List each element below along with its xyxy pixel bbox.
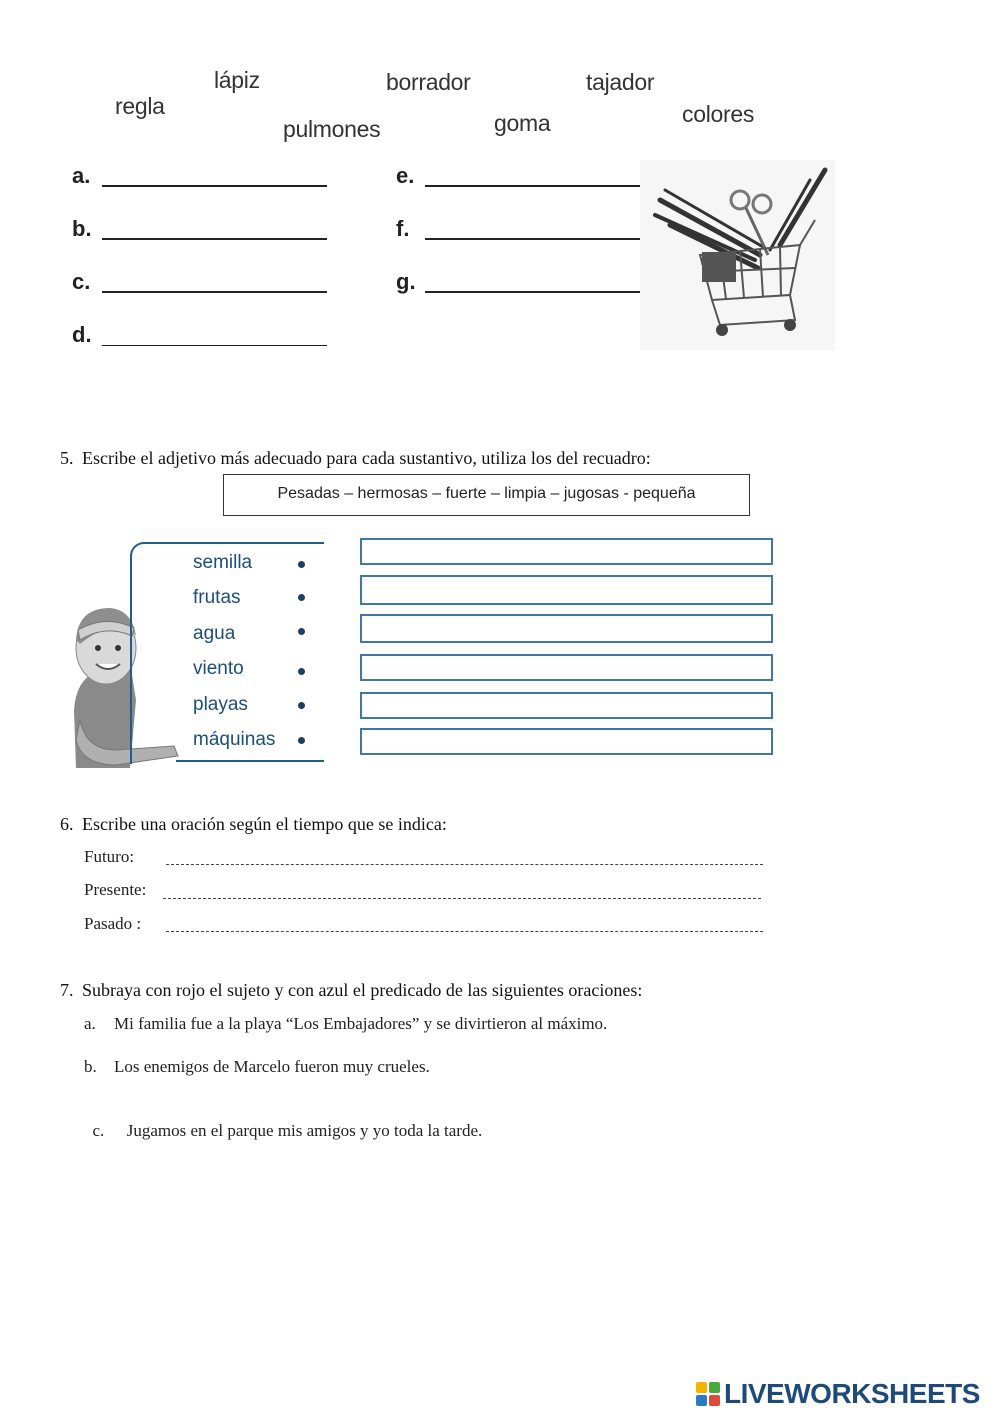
letter-a: a. — [72, 163, 91, 188]
word-lapiz: lápiz — [214, 67, 260, 93]
bullet-dot — [298, 628, 305, 635]
letter-c: c. — [72, 269, 91, 294]
bullet-dot — [298, 594, 305, 601]
bullet-dot — [298, 737, 305, 744]
noun-playas: playas — [193, 694, 248, 715]
question-5-text: Escribe el adjetivo más adecuado para cada sustantivo, utiliza los del recuadro: — [82, 448, 651, 468]
liveworksheets-logo-icon — [696, 1382, 720, 1406]
question-7-heading — [60, 980, 642, 1001]
adjective-bank-box: Pesadas – hermosas – fuerte – limpia – jugosas - pequeña — [223, 474, 750, 516]
question-5-heading — [60, 448, 651, 469]
letter-d: d. — [72, 322, 92, 347]
answer-line-a[interactable] — [102, 185, 327, 187]
word-borrador: borrador — [386, 69, 471, 95]
sentence-letter: c. — [92, 1121, 105, 1140]
sentence-line-futuro[interactable] — [166, 864, 763, 865]
answer-line-d[interactable] — [102, 345, 327, 346]
sentence-c[interactable] — [84, 1101, 482, 1141]
sentence-line-pasado[interactable] — [166, 931, 763, 932]
sentence-letter: a. — [84, 1014, 96, 1033]
adjective-answer-box-semilla[interactable] — [360, 538, 773, 565]
tense-label-presente: Presente: — [84, 880, 147, 899]
answer-line-g[interactable] — [425, 291, 650, 293]
word-regla: regla — [115, 93, 165, 119]
answer-line-f[interactable] — [425, 238, 650, 240]
bullet-dot — [298, 702, 305, 709]
question-6-heading — [60, 814, 447, 835]
adjective-answer-box-maquinas[interactable] — [360, 728, 773, 755]
noun-viento: viento — [193, 658, 244, 679]
adjective-answer-box-agua[interactable] — [360, 614, 773, 643]
question-5-number: 5. — [60, 448, 74, 468]
sentence-a[interactable] — [84, 1014, 607, 1034]
bullet-dot — [298, 668, 305, 675]
letter-e: e. — [396, 163, 415, 188]
answer-line-e[interactable] — [425, 185, 650, 187]
word-colores: colores — [682, 101, 755, 127]
sentence-b[interactable] — [84, 1057, 430, 1077]
liveworksheets-logo-text: LIVEWORKSHEETS — [724, 1378, 980, 1409]
letter-b: b. — [72, 216, 92, 241]
sentence-text: Mi familia fue a la playa “Los Embajadores” y se divirtieron al máximo. — [114, 1014, 608, 1033]
sentence-text: Los enemigos de Marcelo fueron muy crueles. — [114, 1057, 430, 1076]
noun-frutas: frutas — [193, 587, 241, 608]
question-7-text: Subraya con rojo el sujeto y con azul el predicado de las siguientes oraciones: — [82, 980, 643, 1000]
letter-g: g. — [396, 269, 416, 294]
adjective-answer-box-playas[interactable] — [360, 692, 773, 719]
word-tajador: tajador — [586, 69, 655, 95]
sentence-line-presente[interactable] — [163, 898, 761, 899]
question-6-number: 6. — [60, 814, 74, 834]
question-6-text: Escribe una oración según el tiempo que se indica: — [82, 814, 447, 834]
letter-f: f. — [396, 216, 410, 241]
noun-semilla: semilla — [193, 552, 253, 573]
sentence-text: Jugamos en el parque mis amigos y yo toda la tarde. — [122, 1121, 483, 1140]
noun-panel-bottom-border — [176, 760, 324, 762]
noun-maquinas: máquinas — [193, 729, 276, 750]
adjective-answer-box-viento[interactable] — [360, 654, 773, 681]
word-goma: goma — [494, 110, 551, 136]
answer-line-b[interactable] — [102, 238, 327, 240]
sentence-letter: b. — [84, 1057, 97, 1076]
word-pulmones: pulmones — [283, 116, 381, 142]
question-7-number: 7. — [60, 980, 74, 1000]
adjective-answer-box-frutas[interactable] — [360, 575, 773, 605]
answer-line-c[interactable] — [102, 291, 327, 293]
bullet-dot — [298, 561, 305, 568]
tense-label-pasado: Pasado : — [84, 914, 142, 933]
tense-label-futuro: Futuro: — [84, 847, 135, 866]
shopping-cart-supplies-image — [640, 160, 835, 350]
liveworksheets-logo — [696, 1378, 980, 1410]
noun-agua: agua — [193, 623, 236, 644]
